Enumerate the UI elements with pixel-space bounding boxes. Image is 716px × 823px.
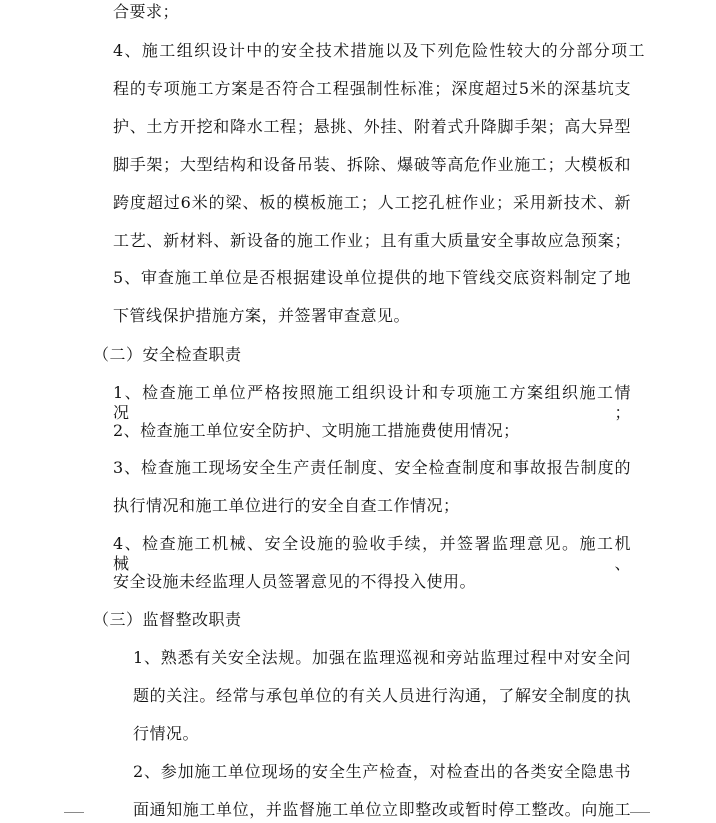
text-line: 行情况。 — [133, 724, 200, 743]
text-line: 4、施工组织设计中的安全技术措施以及下列危险性较大的分部分项工 — [113, 41, 645, 60]
text-line: 脚手架；大型结构和设备吊装、拆除、爆破等高危作业施工；大模板和 — [113, 155, 631, 174]
text-line: 2、参加施工单位现场的安全生产检查，对检查出的各类安全隐患书 — [133, 762, 631, 781]
text-line: 1、检查施工单位严格按照施工组织设计和专项施工方案组织施工情况； — [113, 383, 631, 422]
page-corner-mark — [64, 812, 84, 823]
text-line: 执行情况和施工单位进行的安全自查工作情况； — [113, 496, 460, 515]
text-line: 面通知施工单位，并监督施工单位立即整改或暂时停工整改。向施工 — [133, 800, 631, 819]
section-heading: （二）安全检查职责 — [93, 345, 242, 364]
text-line: 5、审查施工单位是否根据建设单位提供的地下管线交底资料制定了地 — [113, 268, 631, 287]
text-line: 2、检查施工单位安全防护、文明施工措施费使用情况； — [113, 421, 520, 440]
text-line: 程的专项施工方案是否符合工程强制性标准；深度超过5米的深基坑支 — [113, 79, 631, 98]
text-line: 题的关注。经常与承包单位的有关人员进行沟通，了解安全制度的执 — [133, 686, 631, 705]
text-line: 3、检查施工现场安全生产责任制度、安全检查制度和事故报告制度的 — [113, 458, 631, 477]
page-corner-mark — [630, 812, 650, 823]
text-line: 1、熟悉有关安全法规。加强在监理巡视和旁站监理过程中对安全问 — [133, 648, 631, 667]
text-line: 安全设施未经监理人员签署意见的不得投入使用。 — [113, 572, 477, 591]
text-line: 下管线保护措施方案，并签署审查意见。 — [113, 306, 411, 325]
text-line: 跨度超过6米的梁、板的模板施工；人工挖孔桩作业；采用新技术、新 — [113, 193, 631, 212]
section-heading: （三）监督整改职责 — [93, 610, 242, 629]
text-line: 合要求； — [113, 2, 180, 21]
text-line: 护、土方开挖和降水工程；悬挑、外挂、附着式升降脚手架；高大异型 — [113, 117, 631, 136]
text-line: 工艺、新材料、新设备的施工作业；且有重大质量安全事故应急预案； — [113, 231, 631, 250]
text-line: 4、检查施工机械、安全设施的验收手续，并签署监理意见。施工机械、 — [113, 534, 631, 573]
